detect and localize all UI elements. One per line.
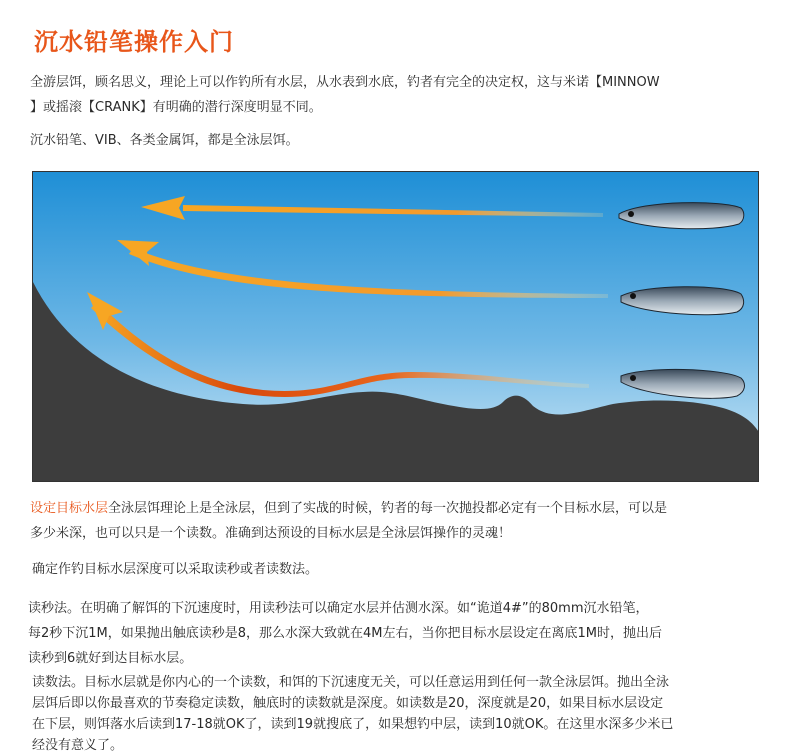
read-count-line-1: 读数法。目标水层就是你内心的一个读数，和饵的下沉速度无关，可以任意运用到任何一款全泳层饵。抛出全泳 — [32, 675, 670, 690]
read-count-line-2: 层饵后即以你最喜欢的节奏稳定读数，触底时的读数就是深度。如读数是20，深度就是20，如果目标水层设定 — [32, 696, 664, 711]
read-count-line-4: 经没有意义了。 — [32, 738, 124, 753]
intro-line-2: 】或摇滚【CRANK】有明确的潜行深度明显不同。 — [30, 100, 322, 115]
target-layer-line-1: 全泳层饵理论上是全泳层，但到了实战的时候，钓者的每一次抛投都必定有一个目标水层，可以是 — [108, 501, 668, 516]
swimming-layer-illustration — [32, 171, 759, 482]
illustration-svg — [33, 172, 759, 482]
examples-paragraph: 沉水铅笔、VIB、各类金属饵，都是全泳层饵。 — [30, 133, 299, 148]
read-seconds-line-1: 读秒法。在明确了解饵的下沉速度时，用读秒法可以确定水层并估测水深。如“诡道4#”的80mm沉水铅笔， — [28, 601, 649, 616]
read-count-paragraph — [32, 672, 762, 756]
read-seconds-line-3: 读秒到6就好到达目标水层。 — [28, 651, 193, 666]
page-title: 沉水铅笔操作入门 — [34, 28, 234, 56]
intro-line-1: 全游层饵，顾名思义，理论上可以作钓所有水层，从水表到水底，钓者有完全的决定权，这与米诺【MINNOW — [30, 75, 660, 90]
read-seconds-paragraph — [28, 596, 762, 671]
target-layer-line-2: 多少米深，也可以只是一个读数。准确到达预设的目标水层是全泳层饵操作的灵魂！ — [30, 526, 512, 541]
methods-intro: 确定作钓目标水层深度可以采取读秒或者读数法。 — [32, 562, 319, 577]
intro-paragraph — [30, 70, 758, 120]
read-seconds-line-2: 每2秒下沉1M，如果抛出触底读秒是8，那么水深大致就在4M左右，当你把目标水层设定在离底1M时，抛出后 — [28, 626, 663, 641]
read-count-line-3: 在下层，则饵落水后读到17-18就OK了，读到19就搜底了，如果想钓中层，读到10就OK。在这里水深多少米已 — [32, 717, 674, 732]
target-layer-highlight: 设定目标水层 — [30, 501, 109, 516]
target-layer-paragraph — [30, 496, 758, 546]
